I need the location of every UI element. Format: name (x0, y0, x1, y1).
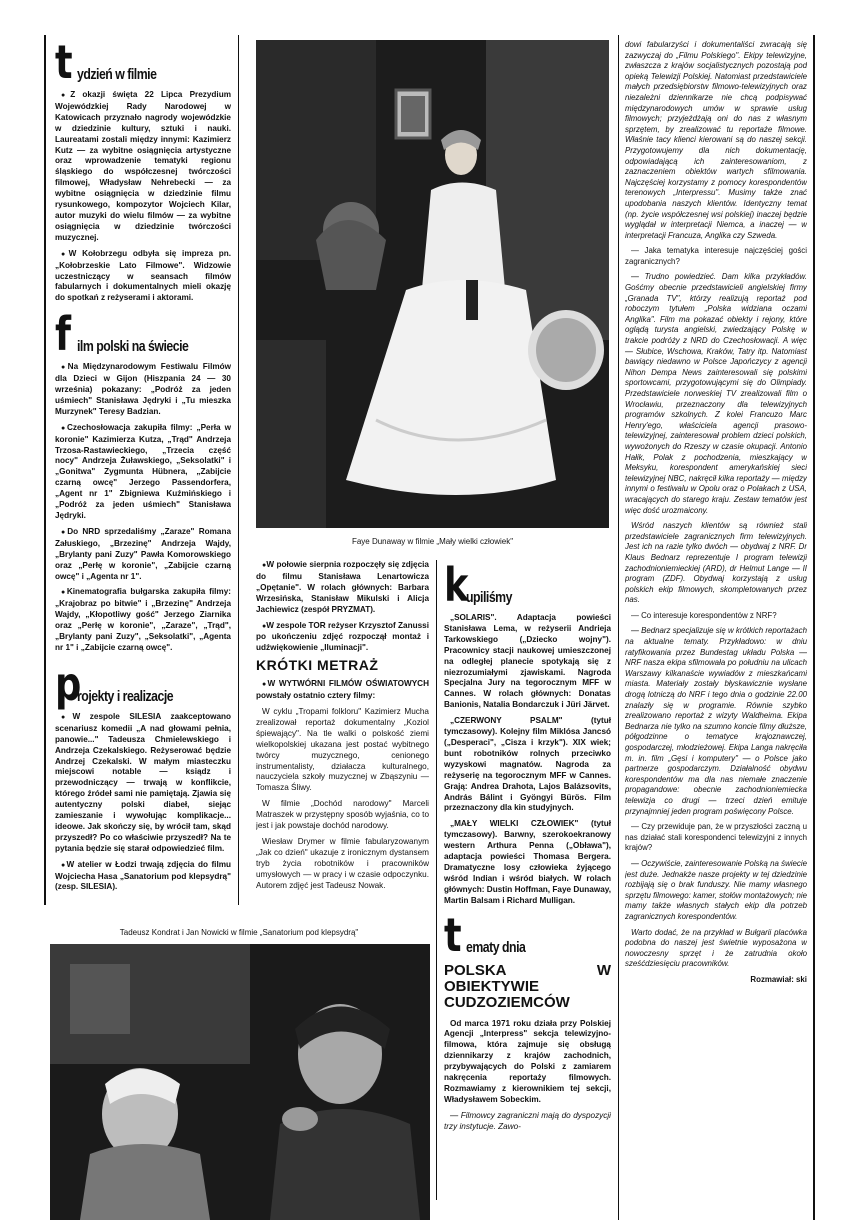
photo-illustration (256, 40, 609, 528)
paragraph: Wśród naszych klientów są również stali przedstawiciele zagranicznych firm telewizyjnych. Jest ich na razie tylko dwóch — obydwaj z NRF. Dr Klaus Bednarz reprezentuje I program telewizji zachodnioniemieckiej (ARD), dr Helmut Lange — II program (ZDF). Obydwaj korzystają z usług polskich ekip filmowych, skompletowanych przez nas. (625, 521, 807, 605)
photo-illustration (50, 944, 430, 1220)
column-rule-4 (618, 35, 619, 1220)
heading-initial: t (55, 42, 73, 89)
heading-text: ydzień w filmie (77, 66, 157, 84)
paragraph: W cyklu „Tropami folkloru" Kazimierz Mucha zrealizował reportaż dokumentalny „Koziol śpiewający". Na tle walki o polskość ziemi wielkopolskiej ukazana jest postać wybitnego twórcy muzycznego, cenionego instrumentalisty, działacza kulturalnego, nauczyciela szkoły muzycznej w Zbąszyniu — Tomasza Śliwy. (256, 706, 429, 793)
news-item: ● W atelier w Łodzi trwają zdjęcia do filmu Wojciecha Hasa „Sanatorium pod klepsydrą" (zesp. SILESIA). (55, 860, 231, 894)
film-entry: „CZERWONY PSALM" (tytuł tymczasowy). Kolejny film Miklósa Jancsó („Desperaci", „Cisza i krzyk"). XIX wiek; bunt robotników rolnych przeciwko wyzyskowi magnatów. Nagroda za reżyserię na tegorocznym MFF w Cannes. Grają: Andrea Drahota, Lajos Balázsovits, András Bálint i Gyöngyi Bürös. Film przeznaczony dla kin studyjnych. (444, 716, 611, 813)
photo1-caption: Faye Dunaway w filmie „Mały wielki człowiek" (351, 537, 514, 546)
news-item: ● Czechosłowacja zakupiła filmy: „Perła w koronie" Kazimierza Kutza, „Trąd" Andrzeja Trzosa-Rastawieckiego, „Trzecia część nocy" Andrzeja Żuławskiego, „Seksolatki" i „Gonitwa" Zygmunta Hübnera, „Zabijcie czarną owcę" Jerzego Passendorfera, „Agent nr 1" Zbigniewa Kuźmińskiego i „Podróż za jeden uśmiech" Stanisława Jędryki. (55, 423, 231, 522)
news-item: ● W połowie sierpnia rozpoczęły się zdjęcia do filmu Stanisława Lenartowicza „Opętanie". W rolach głównych: Barbara Wrzesińska, Stanisław Mikulski i Alicja Jachiewicz (zespół PRYZMAT). (256, 560, 429, 616)
heading-initial: p (55, 656, 82, 711)
paragraph: — Oczywiście, zainteresowanie Polską na świecie jest duże. Jednakże nasze projekty w tej dziedzinie rozbijają się o brak funduszy. Nie mamy własnego sprzętu filmowego: kamer, stołów montażowych; nie mamy także własnych stałych ekip dla potrzeb zagranicznych korespondentów. (625, 858, 807, 921)
news-item: ● W zespole TOR reżyser Krzysztof Zanussi po ukończeniu zdjęć rozpoczął montaż i udźwiękowienie „Iluminacji". (256, 621, 429, 655)
section-title-krotki-metraz: KRÓTKI METRAŻ (256, 657, 379, 674)
heading-initial: k (444, 565, 469, 612)
heading-tematy-dnia (444, 907, 611, 962)
film-entry: „SOLARIS". Adaptacja powieści Stanisława Lema, w reżyserii Andrieja Tarkowskiego („Dziecko wojny"). Pracownicy stacji naukowej umieszczonej na odległej planecie spotykają się z niezrozumiałymi zjawiskami. Nagroda Specjalna Jury na tegorocznym MFF w Cannes. W rolach głównych: Donatas Banionis, Natalia Bondarczuk i Jüri Järvet. (444, 613, 611, 710)
column-4 (625, 40, 807, 1220)
news-item: ● Do NRD sprzedaliśmy „Zaraze" Romana Załuskiego, „Brzezinę" Andrzeja Wajdy, „Brylanty pani Zuzy" Pawła Komorowskiego oraz „Perłę w koronie", „Zabijcie czarną owcę" i „Agenta nr 1". (55, 527, 231, 583)
heading-text: rojekty i realizacje (77, 687, 174, 705)
question: — Czy przewiduje pan, że w przyszłości zaczną u nas działać stali korespondenci telewizyjni z innych krajów? (625, 822, 807, 853)
heading-tydzien-w-filmie (55, 42, 231, 89)
film-entry: „MAŁY WIELKI CZŁOWIEK" (tytuł tymczasowy). Barwny, szerokoekranowy western Arthura Penna („Obława"), adaptacja powieści Thomasa Bergera. Dramatyczne losy człowieka żyjącego wśród Indian i wśród białych. W rolach głównych: Dustin Hoffman, Faye Dunaway, Martin Balsam i Richard Mulligan. (444, 819, 611, 905)
column-1 (55, 42, 231, 904)
news-item: ● W WYTWÓRNI FILMÓW OŚWIATOWYCH powstały ostatnio cztery filmy: (256, 679, 429, 702)
paragraph: — Filmowcy zagraniczni mają do dyspozycji trzy instytucje. Zawo- (444, 1110, 611, 1131)
paragraph: — Trudno powiedzieć. Dam kilka przykładów. Gośćmy obecnie przedstawicieli angielskiej firmy „Granada TV", którzy realizują reportaż pod roboczym tytułem „Polska widziana oczami Anglika". Film ma pokazać obiekty i rejony, które oglądą turysta angielski, zwiedzający Polskę w trakcie podróży z NRD do Czechosłowacji. A więc — Słubice, Wschowa, Kraków, Tatry itp. Natomiast bawiący niedawno w Polsce Japończycy z agencji Nihon Dempa News zainteresowali się polskimi sportowcami, przygotowującymi się do Olimpiady. Przedstawiciele norweskiej TV zrealizowali film o Wrocławiu, przeznaczony dla telewizyjnych programów szkolnych. Z kolei Francuzo Marc Henry'ego, właściciela agencji prasowo-telewizyjnej, zainteresował problem dzieci polskich, wywożonych do Rzeszy w czasie okupacji. Antonio Hałik, Polak z pochodzenia, mieszkający w Meksyku, korespondent amerykańskiej sieci telewizyjnej NBC, nakręcił kilka reportaży — między innymi o festiwalu w Opolu oraz o Polakach z USA, wracających do starego kraju. Zestaw tematów jest więc dość urozmaicony. (625, 272, 807, 515)
paragraph: dowi fabularzyści i dokumentaliści zwracają się zazwyczaj do „Filmu Polskiego". Ekipy telewizyjne, zwłaszcza z krajów socjalistycznych pozostają pod opieką Telewizji Polskiej. Natomiast przedstawiciele małych przedsiębiorstw filmowo-telewizyjnych oraz niezależni dziennikarze nie chcą podpisywać międzynarodowych umów w sprawie usług filmowych; przyjeżdżają oni do nas z własnym sprzętem, by zrealizować tu reportaże filmowe. Właśnie tacy klienci kierowani są do naszej sekcji. Przygotowujemy dla nich dokumentację, odpowiadającą ich zainteresowaniom, z zaznaczeniem obiektów wartych sfilmowania. Najczęściej korzystamy z pomocy korespondentów terenowych „Interpressu". Musimy także znać upodobania naszych klientów. Identyczny temat (np. życie współczesnej wsi polskiej) inaczej będzie wyglądał w interpretacji Niemca, a inaczej — w interpretacji Francuza, Anglika czy Szweda. (625, 40, 807, 240)
news-item: ● Z okazji święta 22 Lipca Prezydium Wojewódzkiej Rady Narodowej w Katowicach przyznało nagrody wojewódzkie w dziedzinie kultury, sztuki i nauki. Laureatami zostali między innymi: Kazimierz Kutz — za wybitne osiągnięcia artystyczne oraz wprowadzenie tematyki regionu śląskiego do współczesnej twórczości filmowej, Władysław Nehrebecki — za wybitne osiągnięcia w dziedzinie filmu rysunkowego, kompozytor Wojciech Kilar, autor muzyki do wielu filmów — za wybitne osiągnięcia w dziedzinie twórczości muzycznej. (55, 90, 231, 244)
paragraph: W filmie „Dochód narodowy" Marceli Matraszek w przystępny sposób wyjaśnia, co to jest i jak powstaje dochód narodowy. (256, 799, 429, 831)
paragraph: — Bednarz specjalizuje się w krótkich reportażach na aktualne tematy. Przykładowo: w dniu ratyfikowania przez Bundestag układu Polska — NRF nasza ekipa sfilmowała po południu na ulicach Warszawy kilkanaście wywiadów z mieszkańcami miasta. Materiały zostały błyskawicznie wysłane drogą lotniczą do NRF i tego dnia o godzinie 22.00 znalazły się w programie. Równie szybko zrealizowano reportaż z wizyty Waldheima. Ekipa Bednarza nie tylko na szumno koncie filmy dłuższe, półgodzinne o tematyce krajoznawczej, gospodarczej, młodzieżowej. Ekipa Langa nakręciła m. in. film „Gęsi i komputery" — o Polsce jako partnerze gospodarczym. Działalność obydwu korespondentów ma dla nas niemałe znaczenie propagandowe: obecnie zachodnioniemiecka telewizja co drugi — trzeci dzień emituje przynajmniej jeden program poświęcony Polsce. (625, 626, 807, 816)
heading-text: ilm polski na świecie (77, 338, 189, 356)
question: — Jaka tematyka interesuje najczęściej gości zagranicznych? (625, 246, 807, 266)
column-rule-1 (238, 35, 239, 905)
column-3 (444, 565, 611, 1220)
heading-kupilismy (444, 565, 611, 612)
news-item: ● Na Międzynarodowym Festiwalu Filmów dla Dzieci w Gijon (Hiszpania 24 — 30 września) pokazany: „Podróż za jeden uśmiech" Stanisława Jędryki i „Tu mieszka Murzynek" Teresy Badzian. (55, 362, 231, 418)
heading-initial: t (444, 907, 462, 962)
heading-text: ematy dnia (466, 938, 526, 956)
photo-faye-dunaway (256, 40, 609, 528)
paragraph: Warto dodać, że na przykład w Bułgarii placówka podobna do naszej jest świetnie wyposażona w nowoczesny sprzęt i że zatrudnia około sześćdziesięciu pracowników. (625, 927, 807, 969)
column-rule-3 (436, 560, 437, 1200)
heading-film-polski-na-swiecie (55, 307, 231, 362)
heading-projekty-i-realizacje (55, 656, 231, 711)
question: — Co interesuje korespondentów z NRF? (631, 610, 777, 620)
heading-initial: f (55, 307, 72, 362)
news-item: ● W Kołobrzegu odbyła się impreza pn. „Kołobrzeskie Lato Filmowe". Widzowie uczestniczący w seansach filmów fabularnych i dokumentalnych mieli okazję do spotkań z reżyserami i aktorami. (55, 249, 231, 305)
article-title: POLSKA W OBIEKTYWIE CUDZOZIEMCÓW (444, 961, 611, 1011)
article-lead: Od marca 1971 roku działa przy Polskiej Agencji „Interpress" sekcja telewizyjno-filmowa, która zajmuje się obsługą dziennikarzy z krajów zachodnich, przybywających do Polski z zamiarem nakręcenia reportaży filmowych. Rozmawiamy z kierownikiem tej sekcji, Władysławem Sobeckim. (444, 1018, 611, 1104)
news-item: ● W zespole SILESIA zaakceptowano scenariusz komedii „A nad głowami pełnia, panowie..." Tadeusza Chmielewskiego i Andrzeja Czekalskiego. Reżyserować będzie Andrzej Czekalski. W małym miasteczku miejscowi notable — ksiądz i przewodniczący — trwają w konflikcie, którego źródeł sami nie pamiętają. Zjawia się autentyczny polski diabeł, siejąc zamieszanie i wywołując komplikacje... ideowe. Jak skończy się, by wrócił tam, skąd przyszedł? Po co właściwie przyszedł? Na te pytania będzie się starał odpowiedzieć film. (55, 712, 231, 855)
photo-sanatorium (50, 944, 430, 1220)
column-2 (256, 560, 429, 890)
column-rule-left (44, 35, 46, 905)
news-item: ● Kinematografia bułgarska zakupiła filmy: „Krajobraz po bitwie" i „Brzezinę" Andrzeja Wajdy, „Kłopotliwy gość" Jerzego Ziarnika oraz „Perłę w koronie", „Zaraze", „Trąd", „Brylanty pani Zuzy", „Seksolatki", „Agenta nr 1" i „Zabijcie czarną owcę". (55, 587, 231, 653)
photo2-caption: Tadeusz Kondrat i Jan Nowicki w filmie „Sanatorium pod klepsydrą" (119, 928, 359, 937)
author-signature: Rozmawiał: ski (750, 974, 807, 984)
heading-text: upiliśmy (466, 589, 512, 607)
paragraph: Wiesław Drymer w filmie fabularyzowanym „Jak co dzień" ukazuje z ironicznym dystansem tryb życia robotników i pracowników umysłowych — w pracy i w czasie odpoczynku. Autorem zdjęć jest Tadeusz Nowak. (256, 836, 429, 890)
column-rule-right (813, 35, 815, 1220)
